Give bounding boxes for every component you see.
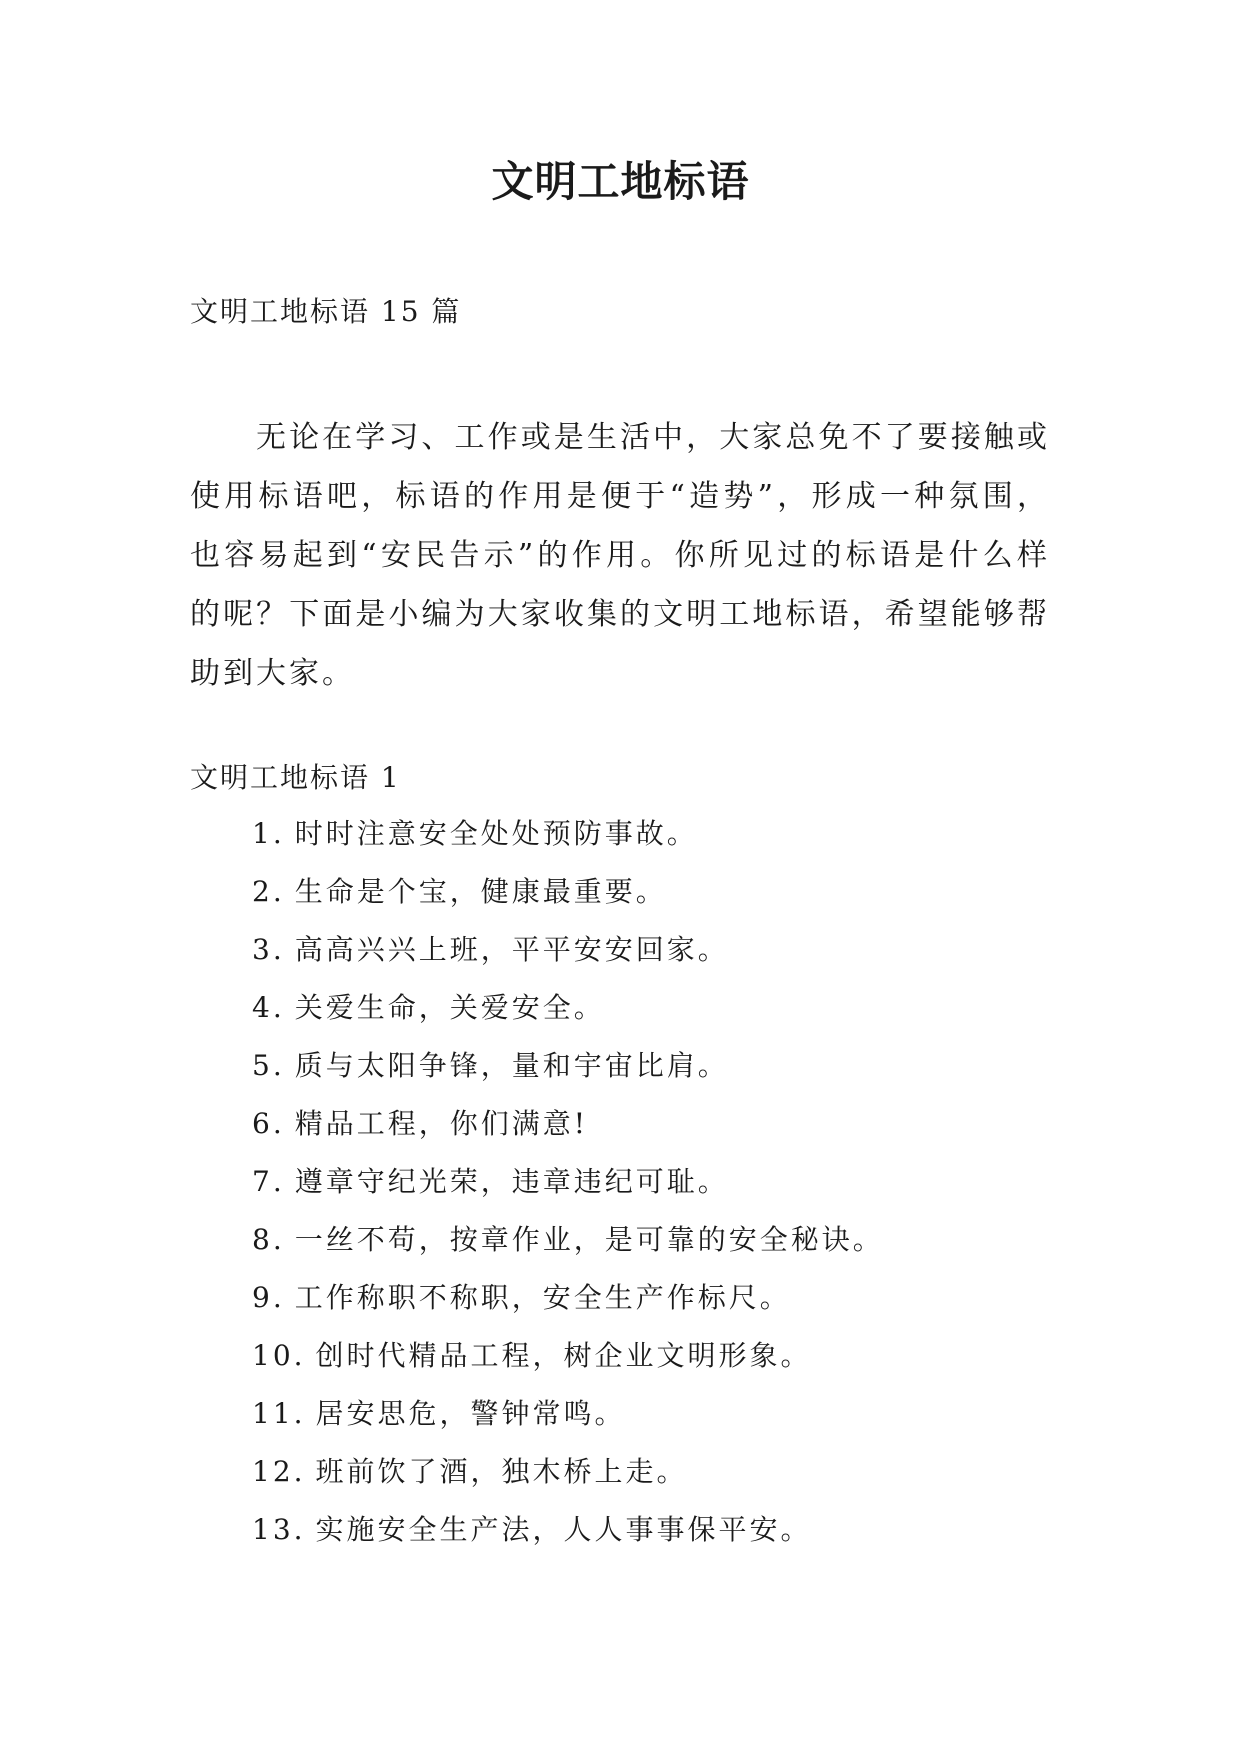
list-item-number: 5.	[252, 1049, 285, 1082]
document-subtitle: 文明工地标语 15 篇	[190, 295, 462, 328]
list-item-text: 遵章守纪光荣，违章违纪可耻。	[294, 1165, 729, 1198]
list-item-text: 工作称职不称职，安全生产作标尺。	[294, 1281, 791, 1314]
list-item-number: 9.	[252, 1281, 285, 1314]
document-title: 文明工地标语	[491, 157, 750, 206]
list-item-number: 8.	[252, 1223, 285, 1256]
list-item-text: 时时注意安全处处预防事故。	[294, 817, 698, 850]
intro-paragraph: 无论在学习、工作或是生活中，大家总免不了要接触或使用标语吧，标语的作用是便于“造势”，形成一种氛围，也容易起到“安民告示”的作用。你所见过的标语是什么样的呢？下面是小编为大家收集的文明工地标语，希望能够帮助到大家。	[190, 420, 1050, 691]
list-item-number: 6.	[252, 1107, 285, 1140]
list-item-number: 12.	[252, 1455, 306, 1488]
list-item-text: 高高兴兴上班，平平安安回家。	[294, 933, 729, 966]
list-item-number: 13.	[252, 1513, 306, 1546]
list-item	[252, 1452, 884, 1510]
list-item-text: 生命是个宝，健康最重要。	[294, 875, 667, 908]
list-item-text: 精品工程，你们满意!	[294, 1107, 588, 1140]
list-item-text: 居安思危，警钟常鸣。	[315, 1397, 626, 1430]
list-item	[252, 1220, 884, 1278]
list-item-number: 11.	[252, 1397, 306, 1430]
list-item	[252, 1510, 884, 1568]
list-item-number: 2.	[252, 875, 285, 908]
list-item-text: 一丝不苟，按章作业，是可靠的安全秘诀。	[294, 1223, 884, 1256]
list-item	[252, 930, 884, 988]
list-item-number: 3.	[252, 933, 285, 966]
list-item-number: 1.	[252, 817, 285, 850]
list-item-text: 班前饮了酒，独木桥上走。	[315, 1455, 688, 1488]
list-item	[252, 1336, 884, 1394]
slogan-list	[252, 814, 884, 1568]
list-item	[252, 1394, 884, 1452]
list-item-number: 4.	[252, 991, 285, 1024]
list-item	[252, 1046, 884, 1104]
list-item	[252, 988, 884, 1046]
list-item-text: 关爱生命，关爱安全。	[294, 991, 605, 1024]
list-item	[252, 1278, 884, 1336]
list-item-text: 创时代精品工程，树企业文明形象。	[315, 1339, 812, 1372]
list-item	[252, 872, 884, 930]
list-item-text: 实施安全生产法，人人事事保平安。	[315, 1513, 812, 1546]
list-item	[252, 814, 884, 872]
list-item-number: 7.	[252, 1165, 285, 1198]
list-item-text: 质与太阳争锋，量和宇宙比肩。	[294, 1049, 729, 1082]
list-item-number: 10.	[252, 1339, 306, 1372]
list-item	[252, 1104, 884, 1162]
list-item	[252, 1162, 884, 1220]
section-heading: 文明工地标语 1	[190, 761, 401, 794]
